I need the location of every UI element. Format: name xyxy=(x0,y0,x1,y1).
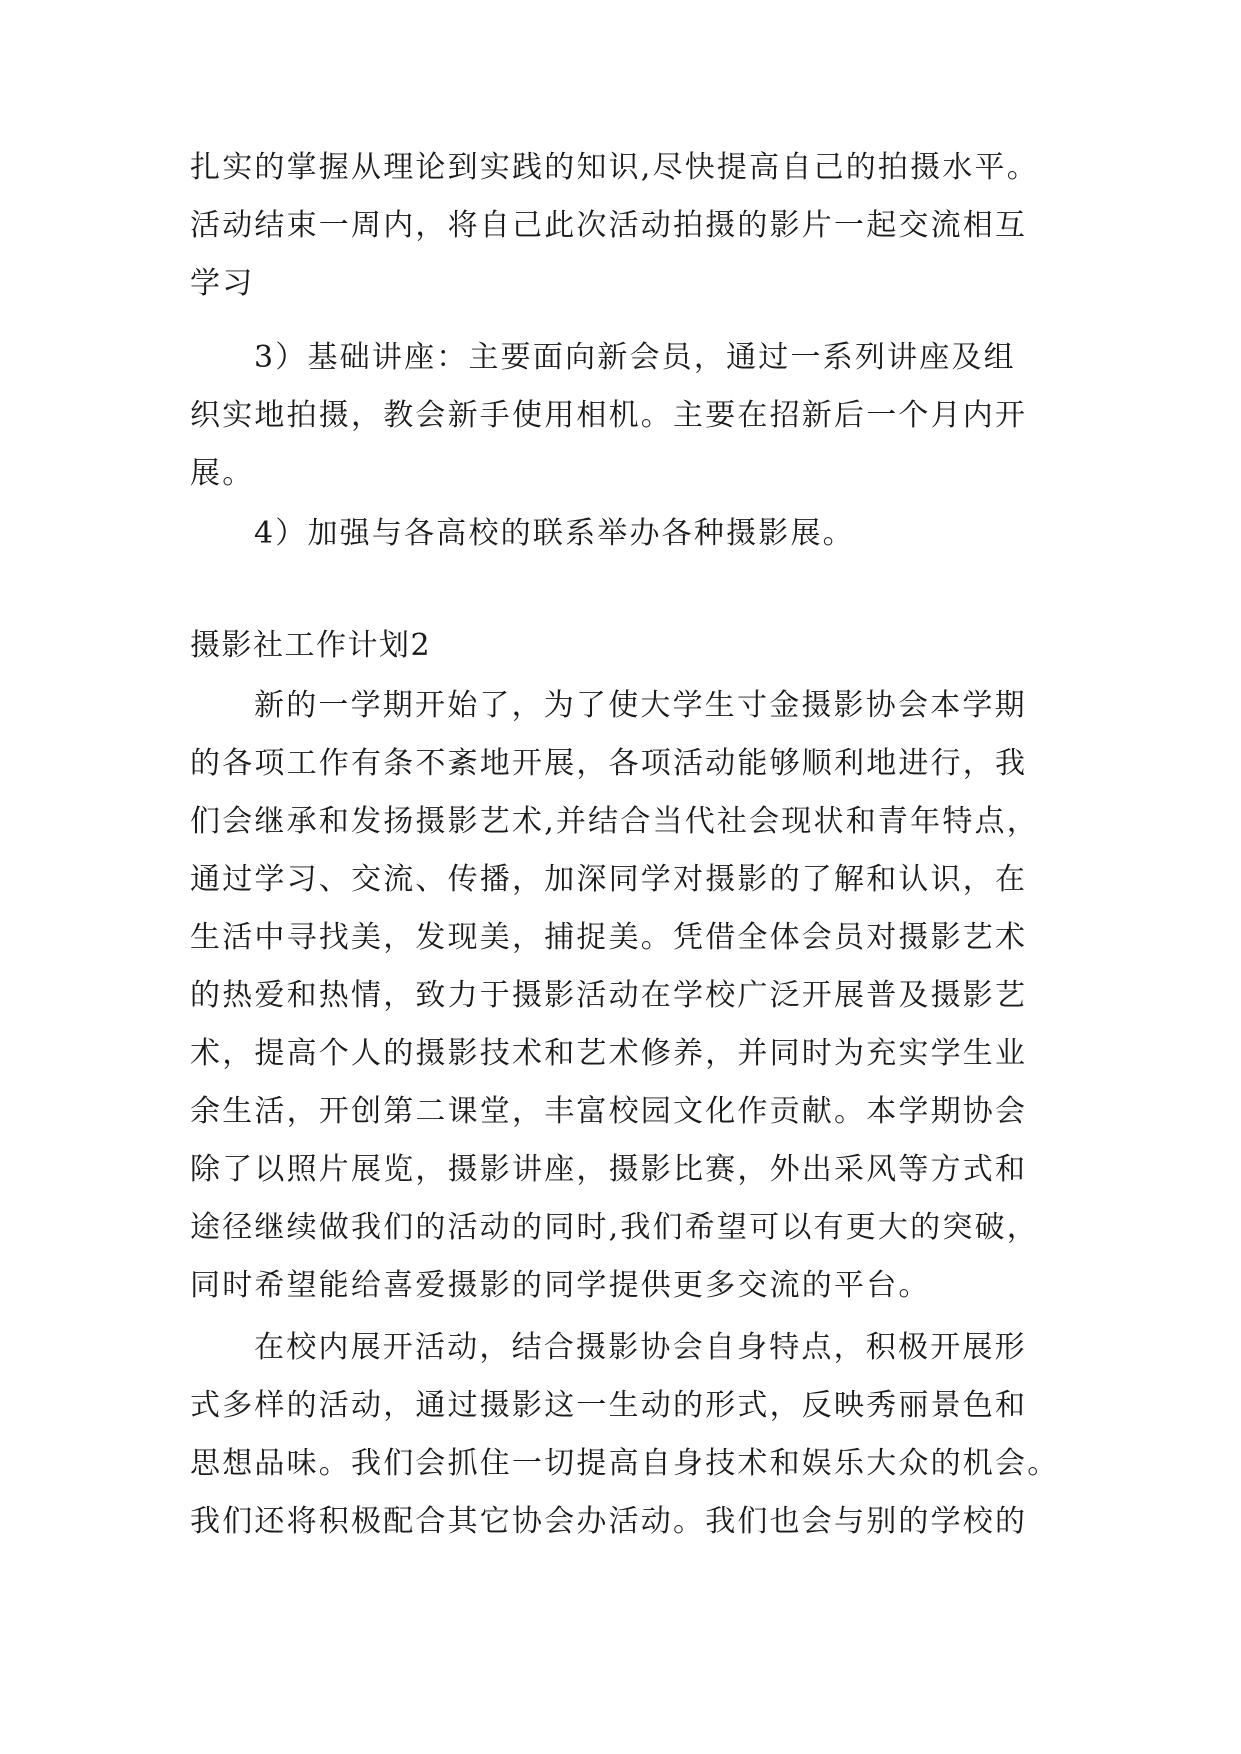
body-line: 式多样的活动，通过摄影这一生动的形式，反映秀丽景色和 xyxy=(190,1388,1028,1423)
body-line: 除了以照片展览，摄影讲座，摄影比赛，外出采风等方式和 xyxy=(190,1152,1028,1187)
body-line: 同时希望能给喜爱摄影的同学提供更多交流的平台。 xyxy=(190,1268,931,1303)
body-line: 扎实的掌握从理论到实践的知识,尽快提高自己的拍摄水平。 xyxy=(190,150,1039,185)
body-line: 思想品味。我们会抓住一切提高自身技术和娱乐大众的机会。 xyxy=(190,1446,1060,1481)
body-line: 生活中寻找美，发现美，捕捉美。凭借全体会员对摄影艺术 xyxy=(190,920,1028,955)
body-line: 途径继续做我们的活动的同时,我们希望可以有更大的突破， xyxy=(190,1210,1039,1245)
body-line: 活动结束一周内，将自己此次活动拍摄的影片一起交流相互 xyxy=(190,208,1028,243)
body-line: 我们还将积极配合其它协会办活动。我们也会与别的学校的 xyxy=(190,1504,1028,1539)
body-line: 通过学习、交流、传播，加深同学对摄影的了解和认识，在 xyxy=(190,862,1028,897)
body-line: 余生活，开创第二课堂，丰富校园文化作贡献。本学期协会 xyxy=(190,1094,1028,1129)
body-line: 织实地拍摄，教会新手使用相机。主要在招新后一个月内开 xyxy=(190,398,1028,433)
body-line: 的各项工作有条不紊地开展，各项活动能够顺利地进行，我 xyxy=(190,746,1028,781)
body-line: 新的一学期开始了，为了使大学生寸金摄影协会本学期 xyxy=(254,688,1027,723)
body-line: 在校内展开活动，结合摄影协会自身特点，积极开展形 xyxy=(254,1330,1027,1365)
section-title: 摄影社工作计划2 xyxy=(190,628,432,663)
body-line: 展。 xyxy=(190,456,255,491)
body-line: 术，提高个人的摄影技术和艺术修养，并同时为充实学生业 xyxy=(190,1036,1028,1071)
body-line: 们会继承和发扬摄影艺术,并结合当代社会现状和青年特点， xyxy=(190,804,1039,839)
body-line: 4）加强与各高校的联系举办各种摄影展。 xyxy=(254,516,855,551)
body-line: 学习 xyxy=(190,266,255,301)
body-line: 的热爱和热情，致力于摄影活动在学校广泛开展普及摄影艺 xyxy=(190,978,1028,1013)
body-line: 3）基础讲座：主要面向新会员，通过一系列讲座及组 xyxy=(254,340,1016,375)
